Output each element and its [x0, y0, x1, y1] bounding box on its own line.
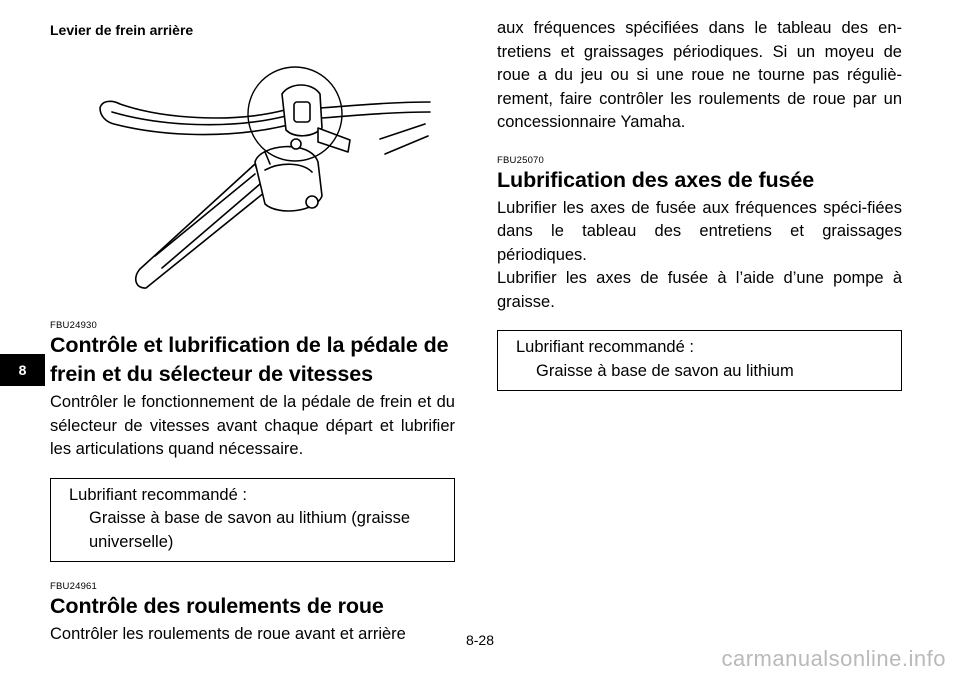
- section2-body-continued: aux fréquences spécifiées dans le tableau des en-tretiens et graissages périodiques. Si un moyeu de roue a du jeu ou si une roue ne tourne pas réguliè-rement, faire contrôler les roulements de roue par un concessionnaire Yamaha.: [497, 19, 902, 131]
- section3-box-value: Graisse à base de savon au lithium: [536, 361, 794, 380]
- section3-code: FBU25070: [497, 154, 545, 166]
- section1-body: Contrôler le fonctionnement de la pédale de frein et du sélecteur de vitesses avant chaque départ et lubrifier les articulations quand nécessaire.: [50, 393, 455, 458]
- section3-body-1: Lubrifier les axes de fusée aux fréquences spéci-fiées dans le tableau des entretiens et graissages périodiques.: [497, 198, 902, 264]
- section1-title: Contrôle et lubrification de la pédale de frein et du sélecteur de vitesses: [50, 333, 449, 386]
- section3-lubricant-box: [497, 330, 902, 391]
- brake-lever-drawing: [50, 44, 455, 314]
- section3-body-2: Lubrifier les axes de fusée à l’aide d’une pompe à graisse.: [497, 269, 902, 311]
- section3-title: Lubrification des axes de fusée: [497, 167, 815, 192]
- section1-box-value: Graisse à base de savon au lithium (graisse universelle): [89, 509, 410, 551]
- watermark: carmanualsonline.info: [721, 646, 946, 671]
- brake-lever-illustration: [50, 44, 455, 314]
- section3-box-label: Lubrifiant recommandé :: [516, 338, 694, 356]
- section2-code: FBU24961: [50, 581, 98, 592]
- section1-code: FBU24930: [50, 320, 98, 331]
- chapter-tab: 8: [0, 354, 45, 386]
- right-column: [497, 19, 902, 391]
- section2-body-start: Contrôler les roulements de roue avant et arrière: [50, 625, 406, 643]
- section1-box-label: Lubrifiant recommandé :: [69, 485, 247, 504]
- figure-caption: Levier de frein arrière: [50, 22, 194, 38]
- section1-lubricant-box: [50, 478, 455, 563]
- left-column: [50, 22, 455, 647]
- section2-title: Contrôle des roulements de roue: [50, 594, 384, 618]
- page-number: 8-28: [465, 632, 495, 648]
